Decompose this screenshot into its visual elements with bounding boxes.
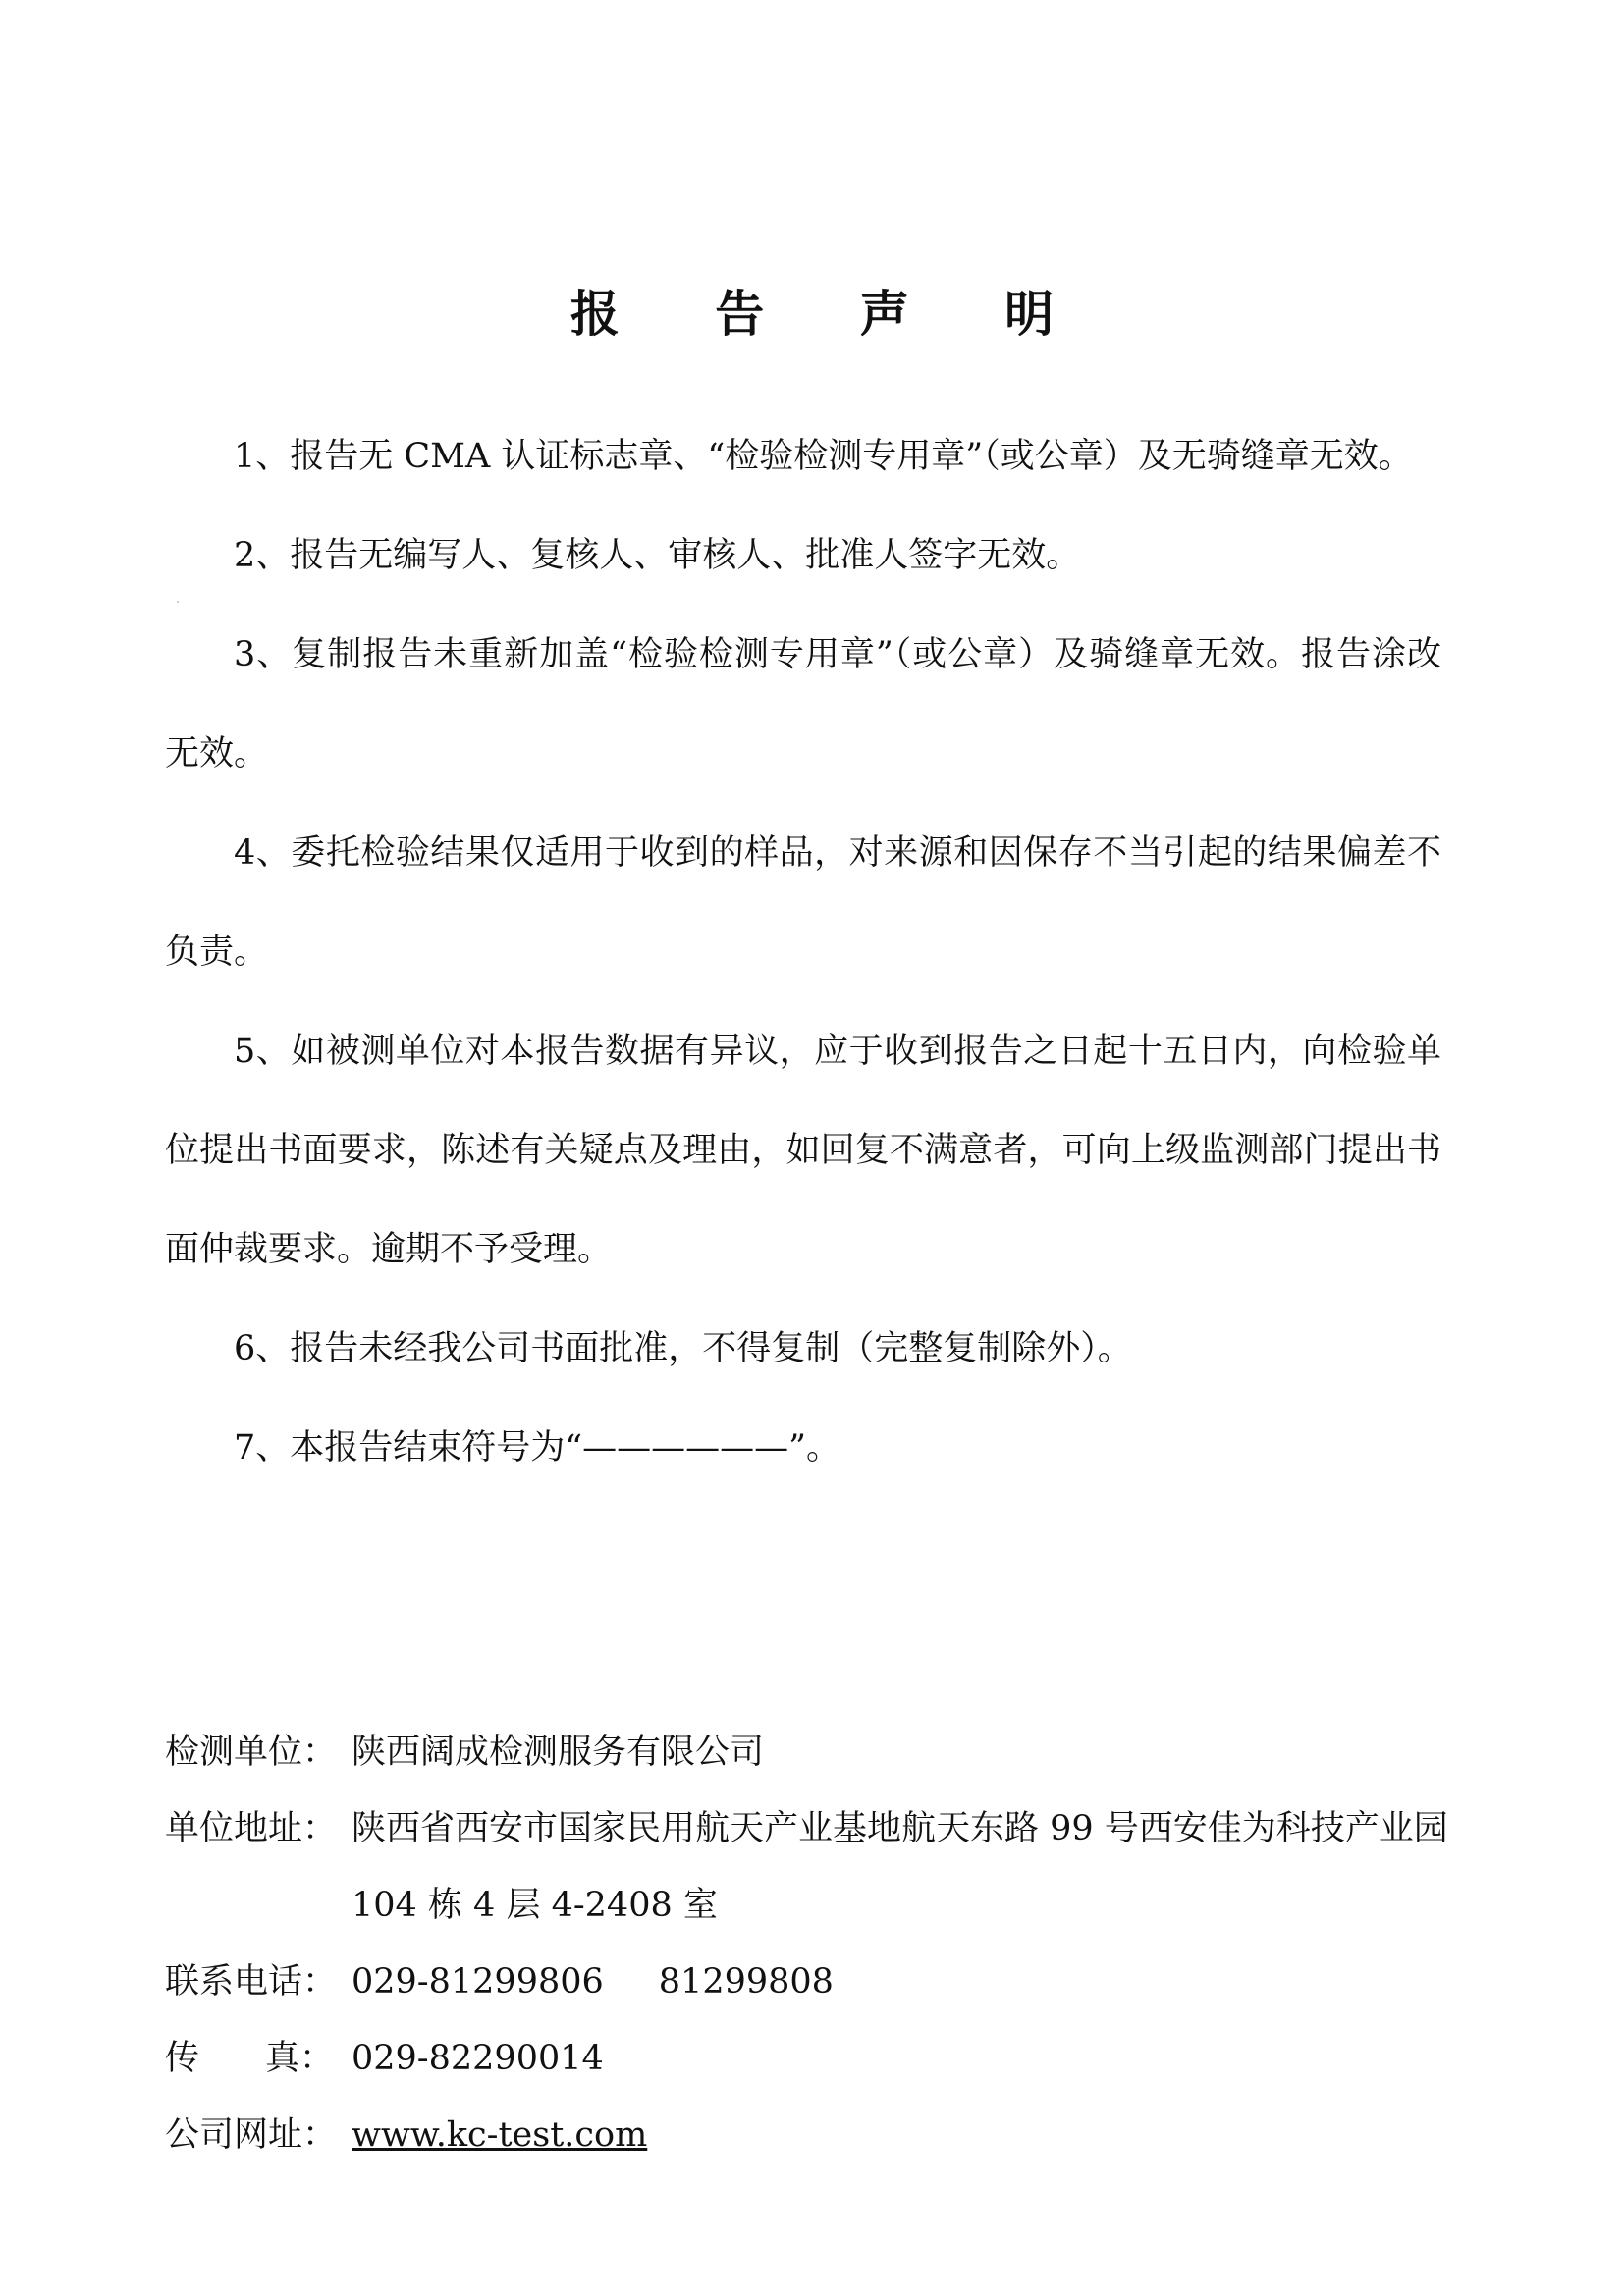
phone-values — [352, 1944, 1461, 2020]
statement-1: 1、报告无 CMA 认证标志章、“检验检测专用章”（或公章）及无骑缝章无效。 — [234, 437, 1413, 476]
document-title: 报 告 声 明 — [569, 286, 1094, 343]
unit-label: 检测单位： — [165, 1733, 338, 1772]
contact-row-website — [165, 2097, 1461, 2173]
statement-2: 2、报告无编写人、复核人、审核人、批准人签字无效。 — [234, 536, 1081, 575]
statement-list — [165, 407, 1441, 1498]
statement-6: 6、报告未经我公司书面批准，不得复制（完整复制除外）。 — [234, 1329, 1132, 1368]
fax-label-part-1: 传 — [165, 2039, 200, 2078]
statement-7: 7、本报告结束符号为“——————”。 — [234, 1428, 841, 1468]
scan-speck — [177, 601, 179, 603]
website-link[interactable]: www.kc-test.com — [352, 2115, 648, 2155]
unit-value: 陕西阔成检测服务有限公司 — [352, 1733, 765, 1772]
website-label: 公司网址： — [165, 2115, 338, 2155]
statement-3: 3、复制报告未重新加盖“检验检测专用章”（或公章）及骑缝章无效。报告涂改无效。 — [165, 635, 1441, 774]
fax-label-part-2: 真： — [264, 2039, 334, 2078]
fax-label — [165, 2020, 352, 2097]
statement-4: 4、委托检验结果仅适用于收到的样品，对来源和因保存不当引起的结果偏差不负责。 — [165, 833, 1441, 972]
address-label: 单位地址： — [165, 1809, 338, 1848]
phone-value-2: 81299808 — [658, 1962, 834, 2002]
fax-value: 029-82290014 — [352, 2039, 604, 2078]
fax-label-spaced — [165, 2020, 334, 2097]
phone-label: 联系电话： — [165, 1962, 338, 2002]
contact-row-phone — [165, 1944, 1461, 2020]
statement-5: 5、如被测单位对本报告数据有异议，应于收到报告之日起十五日内，向检验单位提出书面要求，陈述有关疑点及理由，如回复不满意者，可向上级监测部门提出书面仲裁要求。逾期不予受理。 — [165, 1032, 1441, 1269]
contact-row-unit — [165, 1714, 1461, 1790]
contact-info — [165, 1714, 1461, 2173]
phone-value-1: 029-81299806 — [352, 1962, 604, 2002]
contact-row-address — [165, 1790, 1461, 1944]
contact-row-fax — [165, 2020, 1461, 2097]
address-value: 陕西省西安市国家民用航天产业基地航天东路 99 号西安佳为科技产业园 104 栋 4 层 4-2408 室 — [352, 1809, 1448, 1925]
